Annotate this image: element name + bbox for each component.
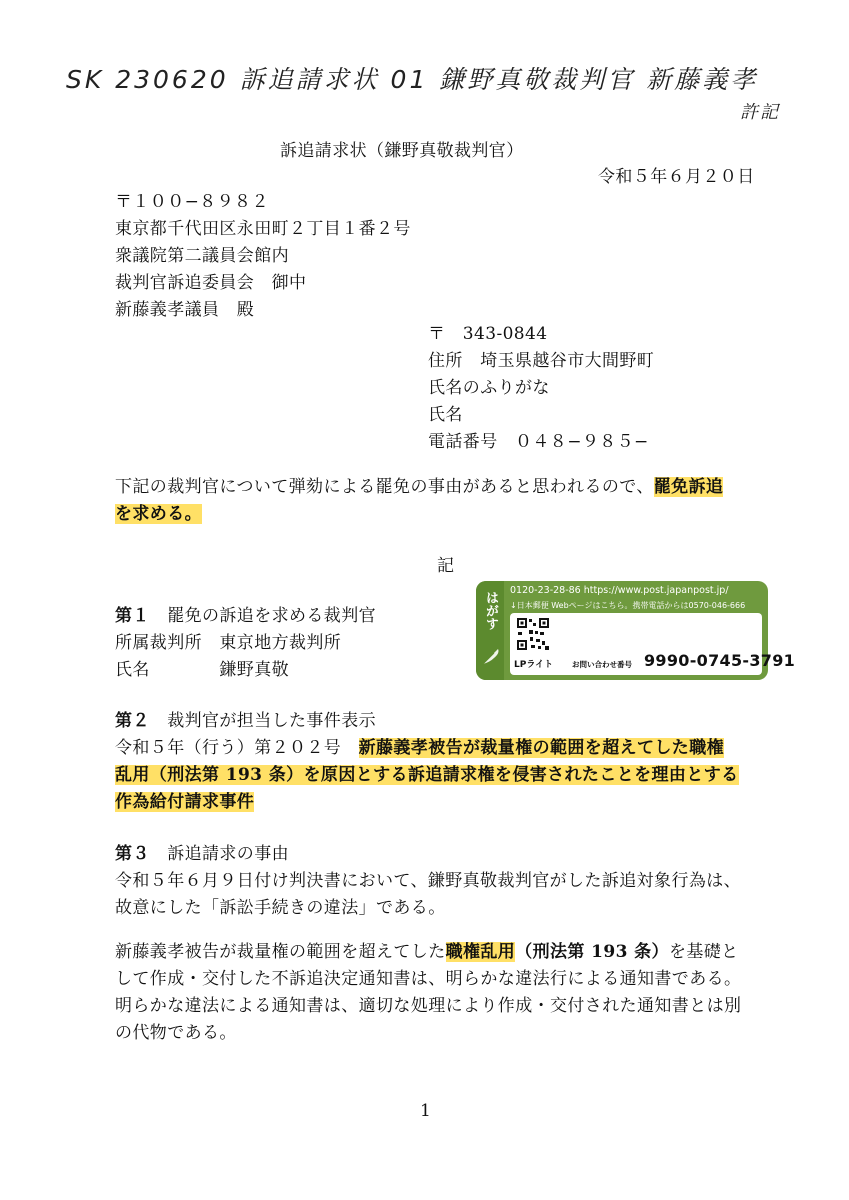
closing-text: 新藤義孝被告が裁量権の範囲を超えてした (115, 942, 446, 962)
sticker-web-note: ↓日本郵便 Webページはこちら。携帯電話からは0570-046-666 (510, 601, 746, 610)
addressee-postal: 〒１００−８９８２ (115, 192, 269, 212)
section2-highlight-3: 作為給付請求事件 (115, 792, 255, 812)
sticker-label-area (510, 613, 796, 675)
closing-law-ref: （刑法第 193 条） (515, 942, 669, 962)
sticker-inquiry-number: 9990-0745-3791 (644, 651, 796, 670)
section2-number: 第２ (115, 711, 150, 731)
addressee-building: 衆議院第二議員会館内 (115, 246, 289, 266)
sender-phone: 電話番号 ０４８−９８５− (428, 432, 649, 452)
section3-title: 訴追請求の事由 (149, 844, 290, 864)
section3-number: 第３ (115, 844, 150, 864)
handwritten-note: 許記 (740, 102, 780, 123)
closing-line-3: 明らかな違法による通知書は、適切な処理により作成・交付された通知書とは別 (115, 996, 742, 1016)
intro-line-2 (115, 503, 202, 525)
document-title: 訴追請求状（鎌野真敬裁判官） (280, 141, 524, 161)
closing-tail: を基礎と (668, 942, 739, 962)
section2-title: 裁判官が担当した事件表示 (149, 711, 377, 731)
closing-line-2: して作成・交付した不訴追決定通知書は、明らかな違法行による通知書である。 (115, 969, 742, 989)
intro-text: 下記の裁判官について弾劾による罷免の事由があると思われるので、 (115, 477, 654, 497)
section2-heading (115, 710, 376, 732)
section2-line-3 (115, 791, 254, 813)
addressee-person: 新藤義孝議員 殿 (115, 300, 255, 320)
sender-furigana: 氏名のふりがな (428, 378, 550, 398)
postal-sticker[interactable] (476, 581, 796, 680)
sticker-lp-label: LPライト (514, 660, 554, 670)
section2-highlight-1: 新藤義孝被告が裁量権の範囲を超えてした職権 (358, 738, 725, 758)
peel-tab[interactable] (476, 581, 504, 680)
closing-highlight: 職権乱用 (445, 942, 516, 962)
section2-line-2 (115, 764, 739, 786)
intro-highlight-2: を求める。 (115, 504, 202, 524)
section2-line-1 (115, 737, 724, 759)
section1-title: 罷免の訴追を求める裁判官 (149, 606, 377, 626)
section1-judge-name: 氏名 鎌野真敬 (115, 660, 289, 680)
section3-line-2: 故意にした「訴訟手続きの違法」である。 (115, 898, 446, 918)
peel-label: はがす (483, 591, 498, 630)
closing-line-1 (115, 941, 739, 963)
feather-icon (480, 645, 502, 667)
section1-court: 所属裁判所 東京地方裁判所 (115, 633, 342, 653)
sticker-phone-url: 0120-23-28-86 https://www.post.japanpost.jp/ (510, 585, 729, 596)
addressee-committee: 裁判官訴追委員会 御中 (115, 273, 307, 293)
intro-highlight: 罷免訴追 (653, 477, 724, 497)
document-date: 令和５年６月２０日 (598, 167, 755, 187)
qr-code-icon (516, 617, 550, 651)
ki-heading: 記 (437, 556, 455, 576)
section1-heading (115, 605, 376, 627)
sticker-inquiry-label: お問い合わせ番号 (572, 660, 632, 669)
sender-name: 氏名 (428, 405, 463, 425)
sender-postal: 〒 343-0844 (428, 324, 548, 344)
section1-number: 第１ (115, 606, 150, 626)
section2-highlight-2: 乱用（刑法第 193 条）を原因とする訴追請求権を侵害されたことを理由とする (115, 765, 739, 785)
closing-line-4: の代物である。 (115, 1023, 237, 1043)
addressee-address: 東京都千代田区永田町２丁目１番２号 (115, 219, 411, 239)
handwritten-header: SK 230620 訴追請求状 01 鎌野真敬裁判官 新藤義孝 (66, 65, 759, 94)
section3-line-1: 令和５年６月９日付け判決書において、鎌野真敬裁判官がした訴追対象行為は、 (115, 871, 742, 891)
section2-case-number: 令和５年（行う）第２０２号 (115, 738, 359, 758)
page-number: 1 (420, 1101, 432, 1121)
intro-line-1 (115, 476, 723, 498)
sender-address: 住所 埼玉県越谷市大間野町 (428, 351, 655, 371)
section3-heading (115, 843, 289, 865)
